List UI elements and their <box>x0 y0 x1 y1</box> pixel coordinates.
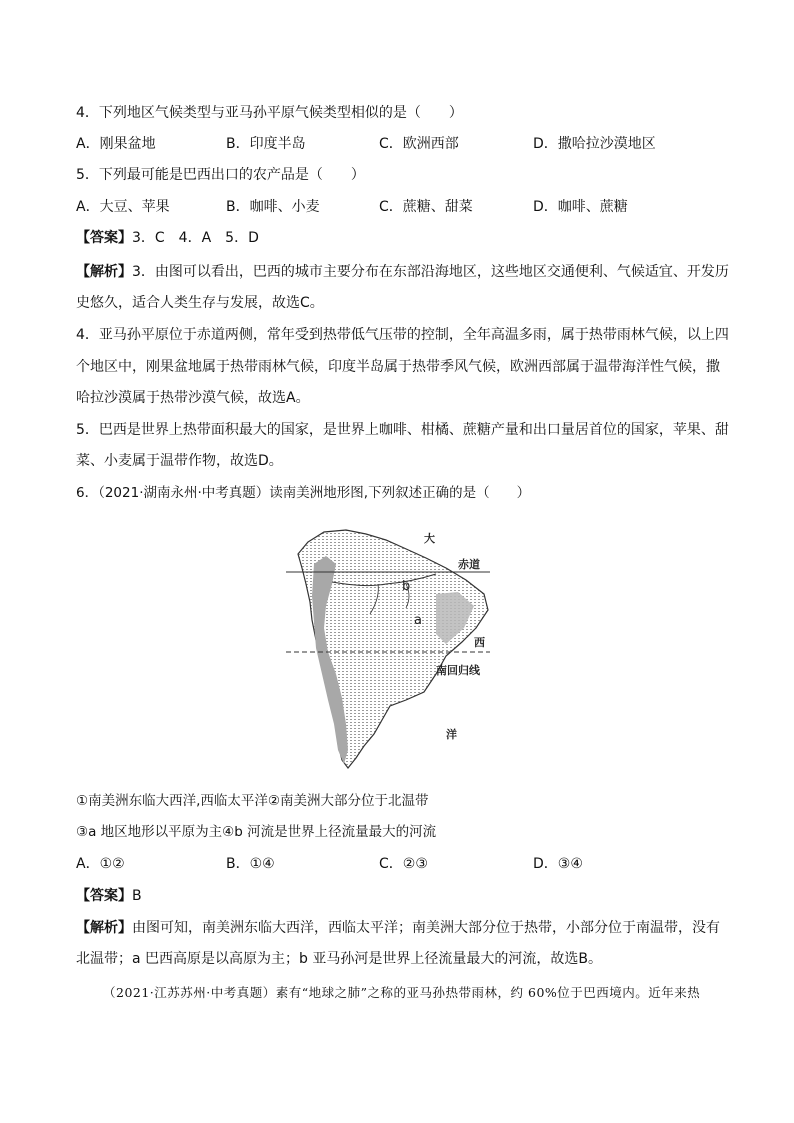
q4-option-d: D．撒哈拉沙漠地区 <box>533 136 656 152</box>
analysis-1-line-3: 4．亚马孙平原位于赤道两侧，常年受到热带低气压带的控制，全年高温多雨，属于热带雨林气候，以上四 <box>76 327 729 343</box>
q4-option-b: B．印度半岛 <box>226 136 306 152</box>
question-6-statement-2: ③a 地区地形以平原为主④b 河流是世界上径流量最大的河流 <box>76 824 437 840</box>
answer-block-1 <box>76 228 259 248</box>
analysis-tag: 【解析】 <box>76 920 132 936</box>
question-6-stem: 6．（2021·湖南永州·中考真题）读南美洲地形图,下列叙述正确的是（ ） <box>76 485 531 501</box>
analysis-1-line-5: 哈拉沙漠属于热带沙漠气候，故选A。 <box>76 390 310 406</box>
analysis-1-line-2: 史悠久，适合人类生存与发展，故选C。 <box>76 295 324 311</box>
analysis-tag: 【解析】 <box>76 264 132 280</box>
map-label-a: a <box>414 613 422 628</box>
map-label-yang: 洋 <box>446 728 457 741</box>
answer-text: B <box>132 888 142 904</box>
map-label-b: b <box>402 579 411 594</box>
map-label-da: 大 <box>424 532 435 545</box>
analysis-text: 3．由图可以看出，巴西的城市主要分布在东部沿海地区，这些地区交通便利、气候适宜、开发历 <box>132 264 729 280</box>
answer-tag: 【答案】 <box>76 230 132 246</box>
question-6-statement-1: ①南美洲东临大西洋,西临太平洋②南美洲大部分位于北温带 <box>76 793 429 809</box>
map-label-xi: 西 <box>474 636 485 649</box>
q6-option-a: A．①② <box>76 856 125 872</box>
map-label-equator: 赤道 <box>458 558 480 571</box>
answer-text: 3．C 4．A 5．D <box>132 230 259 246</box>
answer-tag: 【答案】 <box>76 888 132 904</box>
answer-block-2 <box>76 886 142 906</box>
q5-option-a: A．大豆、苹果 <box>76 199 170 215</box>
q6-option-c: C．②③ <box>379 856 428 872</box>
analysis-block-2-line-1 <box>76 918 720 938</box>
analysis-block-1-line-1 <box>76 262 729 282</box>
q4-option-c: C．欧洲西部 <box>379 136 459 152</box>
q5-option-c: C．蔗糖、甜菜 <box>379 199 473 215</box>
q5-option-d: D．咖啡、蔗糖 <box>533 199 628 215</box>
q6-option-d: D．③④ <box>533 856 583 872</box>
analysis-1-line-6: 5．巴西是世界上热带面积最大的国家，是世界上咖啡、柑橘、蔗糖产量和出口量居首位的国家，苹果、甜 <box>76 422 729 438</box>
q6-option-b: B．①④ <box>226 856 275 872</box>
analysis-1-line-7: 菜、小麦属于温带作物，故选D。 <box>76 453 283 469</box>
south-america-terrain-map <box>286 524 490 772</box>
question-5-stem: 5．下列最可能是巴西出口的农产品是（ ） <box>76 167 365 183</box>
next-question-stem: （2021·江苏苏州·中考真题）素有“地球之肺”之称的亚马孙热带雨林，约 60%位于巴西境内。近年来热 <box>103 985 701 1000</box>
map-label-tropic: 南回归线 <box>436 664 480 677</box>
analysis-1-line-4: 个地区中，刚果盆地属于热带雨林气候，印度半岛属于热带季风气候，欧洲西部属于温带海洋性气候，撒 <box>76 359 720 375</box>
q4-option-a: A．刚果盆地 <box>76 136 156 152</box>
analysis-text: 由图可知，南美洲东临大西洋，西临太平洋；南美洲大部分位于热带，小部分位于南温带，没有 <box>132 920 720 936</box>
q5-option-b: B．咖啡、小麦 <box>226 199 320 215</box>
analysis-2-line-2: 北温带；a 巴西高原是以高原为主；b 亚马孙河是世界上径流量最大的河流，故选B。 <box>76 951 602 967</box>
question-4-stem: 4．下列地区气候类型与亚马孙平原气候类型相似的是（ ） <box>76 105 463 121</box>
